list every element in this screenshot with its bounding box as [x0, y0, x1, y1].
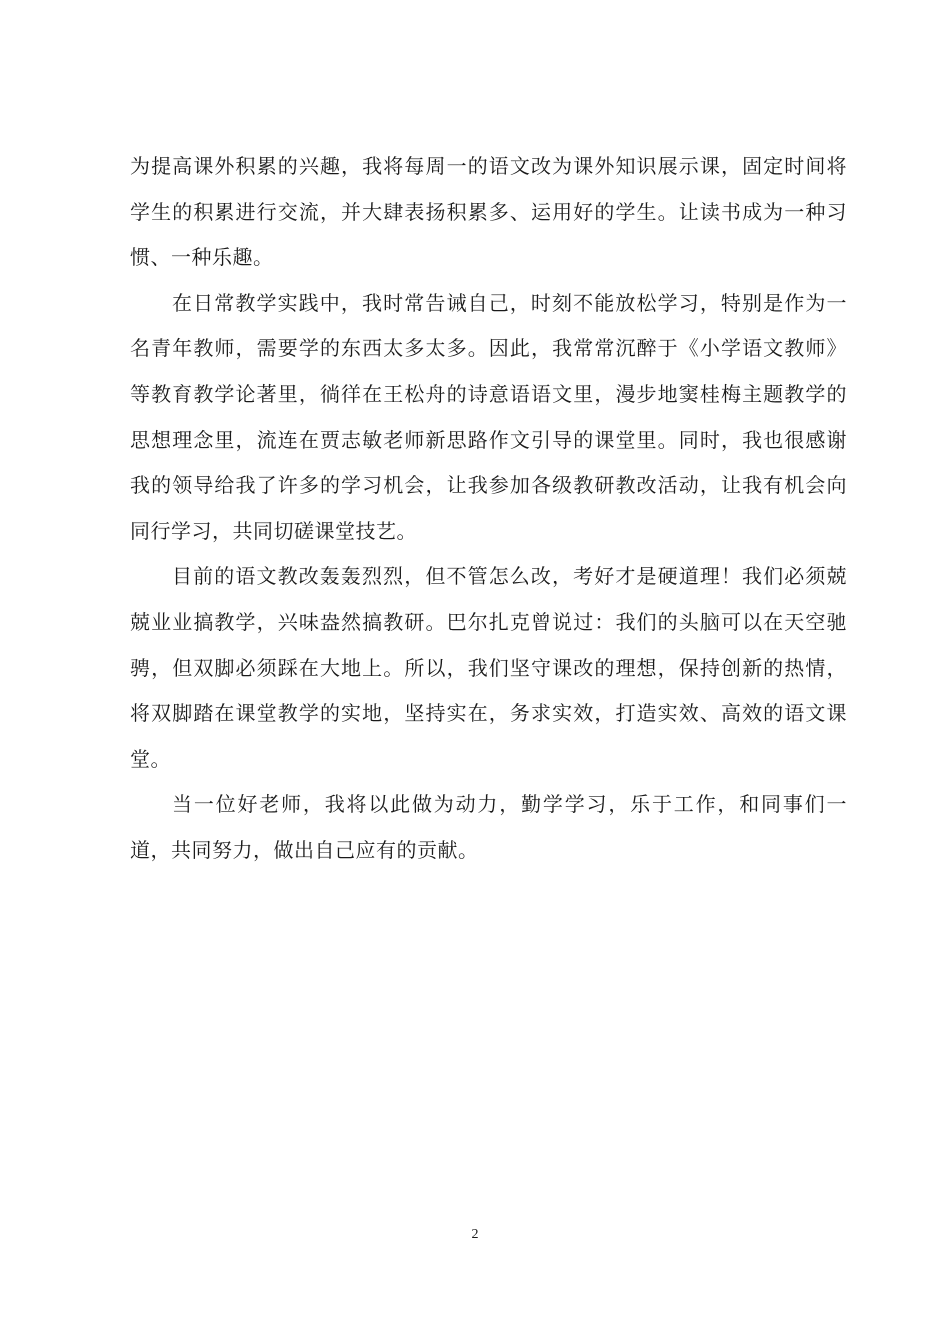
paragraph-3: 目前的语文教改轰轰烈烈，但不管怎么改，考好才是硬道理！我们必须兢兢业业搞教学，兴味盎然搞教研。巴尔扎克曾说过：我们的头脑可以在天空驰骋，但双脚必须踩在大地上。所以，我们坚守课改的理想，保持创新的热情，将双脚踏在课堂教学的实地，坚持实在，务求实效，打造实效、高效的语文课堂。	[130, 564, 847, 771]
paragraph-2: 在日常教学实践中，我时常告诫自己，时刻不能放松学习，特别是作为一名青年教师，需要学的东西太多太多。因此，我常常沉醉于《小学语文教师》等教育教学论著里，徜徉在王松舟的诗意语语文里，漫步地窦桂梅主题教学的思想理念里，流连在贾志敏老师新思路作文引导的课堂里。同时，我也很感谢我的领导给我了许多的学习机会，让我参加各级教研教改活动，让我有机会向同行学习，共同切磋课堂技艺。	[130, 290, 847, 543]
paragraph-1: 为提高课外积累的兴趣，我将每周一的语文改为课外知识展示课，固定时间将学生的积累进行交流，并大肆表扬积累多、运用好的学生。让读书成为一种习惯、一种乐趣。	[130, 154, 847, 270]
page-number: 2	[471, 1227, 479, 1242]
paragraph-4: 当一位好老师，我将以此做为动力，勤学学习，乐于工作，和同事们一道，共同努力，做出自己应有的贡献。	[130, 792, 847, 862]
document-body	[130, 144, 847, 874]
